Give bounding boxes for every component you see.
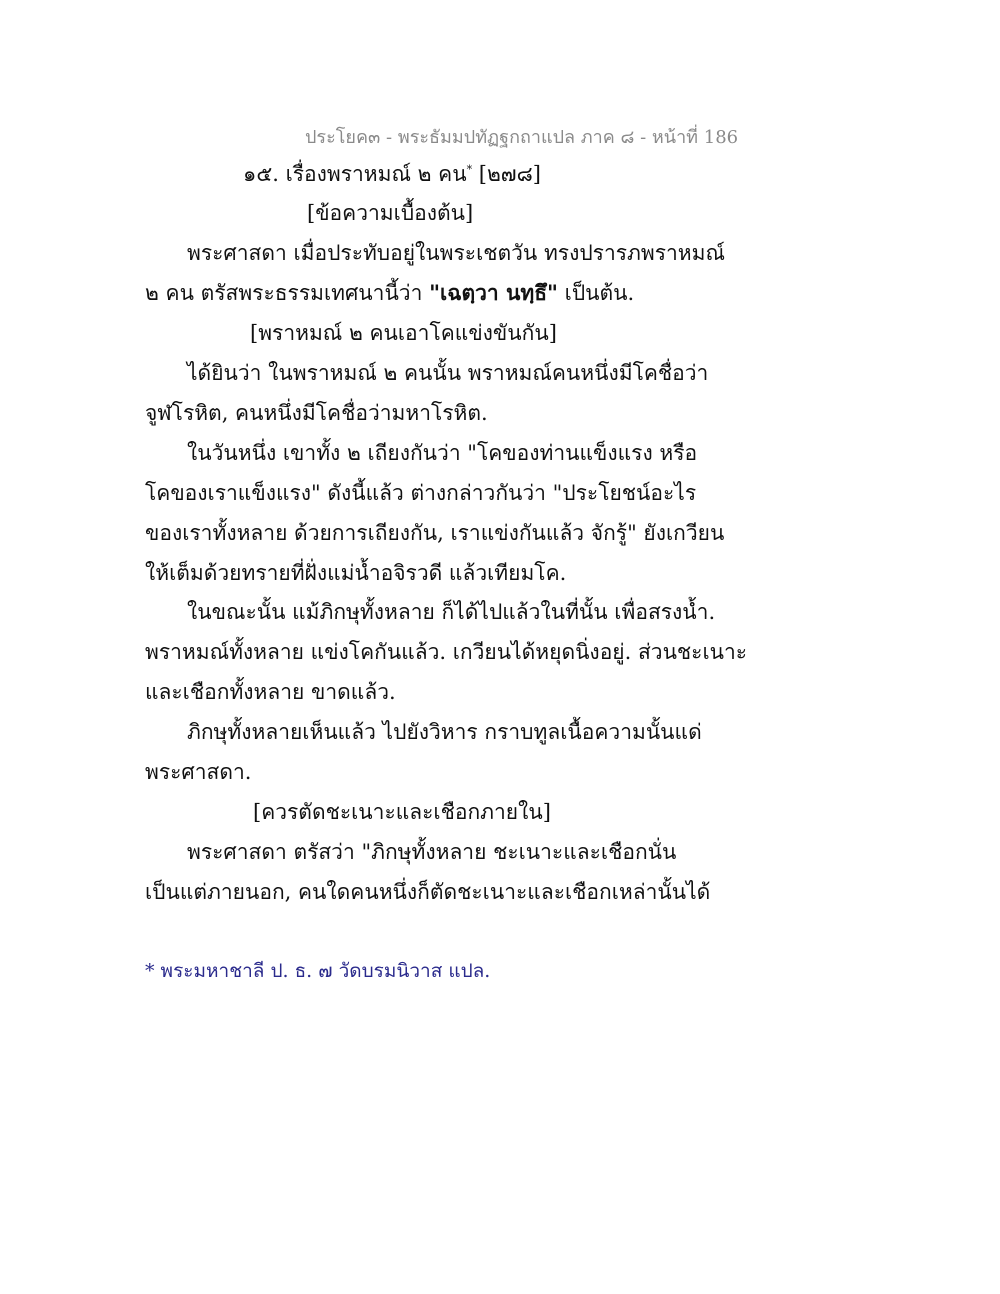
footnote: * พระมหาชาลี ป. ธ. ๗ วัดบรมนิวาส แปล. xyxy=(145,960,491,982)
paragraph-line: พระศาสดา. xyxy=(145,760,252,784)
story-title xyxy=(243,160,541,188)
paragraph-line: และเชือกทั้งหลาย ขาดแล้ว. xyxy=(145,680,396,704)
running-head: ประโยค๓ - พระธัมมปทัฏฐกถาแปล ภาค ๘ - หน้าที่ 186 xyxy=(305,127,739,148)
footnote-marker: * xyxy=(466,163,473,176)
paragraph-line: ในขณะนั้น แม้ภิกษุทั้งหลาย ก็ได้ไปแล้วในที่นั้น เพื่อสรงน้ำ. xyxy=(187,600,716,624)
section-heading-contest: [พราหมณ์ ๒ คนเอาโคแข่งขันกัน] xyxy=(250,321,557,345)
paragraph-line: ภิกษุทั้งหลายเห็นแล้ว ไปยังวิหาร กราบทูลเนื้อความนั้นแด่ xyxy=(187,720,702,744)
paragraph-line: พระศาสดา เมื่อประทับอยู่ในพระเชตวัน ทรงปรารภพราหมณ์ xyxy=(187,241,725,265)
section-heading-cut: [ควรตัดชะเนาะและเชือกภายใน] xyxy=(253,800,551,824)
paragraph-line: พระศาสดา ตรัสว่า "ภิกษุทั้งหลาย ชะเนาะและเชือกนั่น xyxy=(187,840,677,864)
story-title-text: ๑๕. เรื่องพราหมณ์ ๒ คน xyxy=(243,162,467,186)
paragraph-line: เป็นแต่ภายนอก, คนใดคนหนึ่งก็ตัดชะเนาะและเชือกเหล่านั้นได้ xyxy=(145,880,711,904)
paragraph-line: โคของเราแข็งแรง" ดังนี้แล้ว ต่างกล่าวกันว่า "ประโยชน์อะไร xyxy=(145,481,697,505)
paragraph-line: จูฬโรหิต, คนหนึ่งมีโคชื่อว่ามหาโรหิต. xyxy=(145,401,488,425)
paragraph-line: ได้ยินว่า ในพราหมณ์ ๒ คนนั้น พราหมณ์คนหนึ่งมีโคชื่อว่า xyxy=(187,361,709,385)
paragraph-line: ของเราทั้งหลาย ด้วยการเถียงกัน, เราแข่งกันแล้ว จักรู้" ยังเกวียน xyxy=(145,521,725,545)
story-number: [๒๗๘] xyxy=(478,162,541,186)
section-heading-intro: [ข้อความเบื้องต้น] xyxy=(307,201,474,225)
pali-quote: "เฉตฺวา นทฺธึ" xyxy=(429,280,558,305)
paragraph-line xyxy=(145,279,634,307)
line-text: เป็นต้น. xyxy=(558,281,635,305)
paragraph-line: พราหมณ์ทั้งหลาย แข่งโคกันแล้ว. เกวียนได้หยุดนิ่งอยู่. ส่วนชะเนาะ xyxy=(145,640,748,664)
paragraph-line: ให้เต็มด้วยทรายที่ฝั่งแม่น้ำอจิรวดี แล้วเทียมโค. xyxy=(145,561,567,585)
line-text: ๒ คน ตรัสพระธรรมเทศนานี้ว่า xyxy=(145,281,430,305)
paragraph-line: ในวันหนึ่ง เขาทั้ง ๒ เถียงกันว่า "โคของท่านแข็งแรง หรือ xyxy=(187,441,698,465)
